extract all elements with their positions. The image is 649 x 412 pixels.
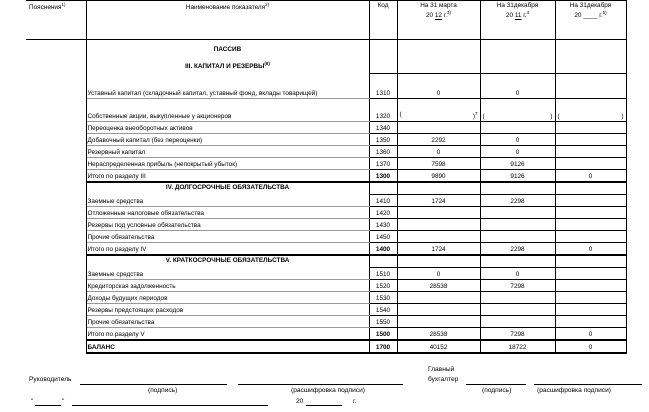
date-quote-open: "	[31, 398, 34, 405]
table-row: Нераспределенная прибыль (непокрытый убыток) 1370 7598 9126	[26, 157, 626, 169]
chief-signature-line	[466, 384, 526, 385]
section-capital	[26, 60, 626, 73]
table-row: Резервы под условные обязательства 1430	[26, 218, 626, 230]
chief-accountant-label-1: Главный	[428, 366, 455, 373]
head-signature-line	[80, 384, 227, 385]
table-row-balance: БАЛАНС 1700 40152 18722 0	[26, 340, 626, 353]
chief-decode-line	[534, 384, 642, 385]
head-label: Руководитель	[29, 376, 72, 383]
table-row: Кредиторская задолженность 1520 28538 7298	[26, 279, 626, 291]
table-row-total: Итого по разделу IV 1400 1724 2298 0	[26, 242, 626, 255]
head-signature-caption: (подпись)	[148, 387, 178, 394]
table-row: Доходы будущих периодов 1530	[26, 291, 626, 303]
header-code: Код	[369, 1, 397, 40]
chief-signature-caption: (подпись)	[482, 387, 512, 394]
table-row: Резервы предстоящих расходов 1540	[26, 303, 626, 315]
table-row-total: Итого по разделу III 1300 9890 9126 0	[26, 169, 626, 182]
section-title-capital: III. КАПИТАЛ И РЕЗЕРВЫ$^{(6)}$	[86, 60, 369, 73]
section-passive	[26, 40, 626, 61]
section-title-longterm: IV. ДОЛГОСРОЧНЫЕ ОБЯЗАТЕЛЬСТВА	[86, 182, 369, 195]
table-row: Собственные акции, выкупленные у акционеров 1320 ( )$^7$ ( ) ( )	[26, 98, 626, 121]
date-year-prefix: 20	[296, 398, 304, 405]
section-longterm	[26, 182, 626, 195]
header-explanations: Пояснения$^{1)}$	[26, 1, 86, 40]
date-day-line	[35, 405, 61, 406]
head-decode-caption: (расшифровка подписи)	[291, 387, 365, 394]
date-month-line	[72, 405, 268, 406]
header-date-1: На 31 марта 20 12 г.$^{3)}$	[397, 1, 480, 40]
head-decode-line	[238, 384, 403, 385]
chief-decode-caption: (расшифровка подписи)	[537, 387, 611, 394]
table-row-total: Итого по разделу V 1500 28538 7298 0	[26, 327, 626, 340]
header-date-3: На 31декабря 20 ____ г.$^{5)}$	[555, 1, 626, 40]
date-year-line	[306, 405, 342, 406]
date-quote-close: "	[62, 398, 65, 405]
chief-accountant-label-2: бухгалтер	[428, 376, 459, 383]
table-row: Уставный капитал (складочный капитал, уставный фонд, вклады товарищей) 1310 0 0	[26, 73, 626, 98]
header-date-2: На 31декабря 20 11 г.$^4$	[480, 1, 555, 40]
table-row: Резервный капитал 1360 0 0	[26, 145, 626, 157]
table-row: Прочие обязательства 1450	[26, 230, 626, 242]
date-year-suffix: г.	[353, 398, 357, 405]
balance-table	[26, 0, 627, 354]
section-title-shortterm: V. КРАТКОСРОЧНЫЕ ОБЯЗАТЕЛЬСТВА	[86, 255, 369, 268]
table-row: Прочие обязательства 1550	[26, 315, 626, 327]
table-row: Добавочный капитал (без переоценки) 1350 2292 0	[26, 133, 626, 145]
table-header	[26, 1, 626, 40]
header-indicator: Наименование показателя$^{2)}$	[86, 1, 369, 40]
table-row: Заемные средства 1410 1724 2298	[26, 194, 626, 206]
table-row: Заемные средства 1510 0 0	[26, 267, 626, 279]
section-title-passive: ПАССИВ	[86, 40, 369, 61]
section-shortterm	[26, 255, 626, 268]
table-row: Отложенные налоговые обязательства 1420	[26, 206, 626, 218]
table-row: Переоценка внеоборотных активов 1340	[26, 121, 626, 133]
